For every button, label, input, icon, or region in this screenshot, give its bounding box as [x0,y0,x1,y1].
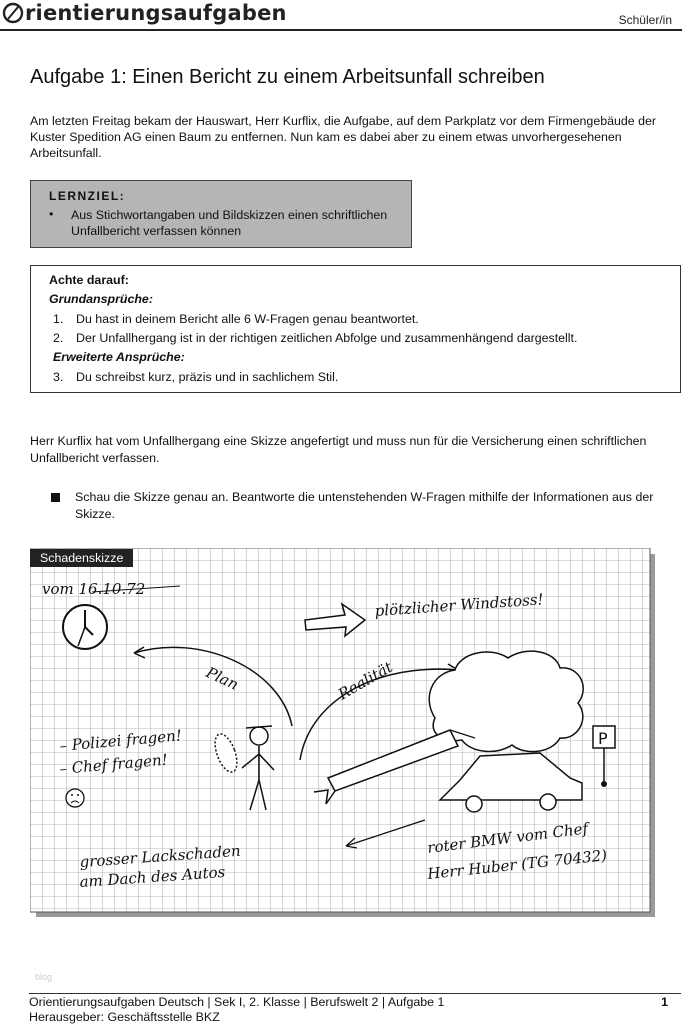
compass-logo-icon [2,2,24,24]
basic-requirements-title: Grundansprüche: [49,292,153,306]
sketch-intro-paragraph: Herr Kurflix hat vom Unfallhergang eine Skizze angefertigt und muss nun für die Versicherung einen schriftlichen Unfallbericht verfassen. [30,434,647,465]
criteria-number: 1. [53,312,64,326]
criteria-title: Achte darauf: [49,273,129,287]
criteria-item: Du schreibst kurz, präzis und in sachlichem Stil. [76,370,339,384]
note-police: – Polizei fragen! [58,726,183,755]
header-divider [0,29,682,31]
instruction-paragraph: Schau die Skizze genau an. Beantworte die untenstehenden W-Fragen mithilfe der Informationen aus der Skizze. [75,490,654,521]
clock-icon [63,605,107,649]
note-boss: – Chef fragen! [58,750,169,778]
note-damage-2: am Dach des Autos [79,862,226,891]
page-title: Aufgabe 1: Einen Bericht zu einem Arbeitsunfall schreiben [30,66,545,88]
faint-watermark: blog [35,972,53,982]
footer-course: Orientierungsaufgaben Deutsch | Sek I, 2. Klasse | Berufswelt 2 | Aufgabe 1 [29,995,445,1009]
learning-goal-text: Aus Stichwortangaben und Bildskizzen einen schriftlichen Unfallbericht verfassen können [71,208,388,238]
note-car-2: Herr Huber (TG 70432) [426,846,608,883]
note-wind: plötzlicher Windstoss! [374,590,545,620]
svg-text:P: P [598,729,608,748]
sketch-drawing [30,548,655,917]
criteria-item: Du hast in deinem Bericht alle 6 W-Fragen genau beantwortet. [76,312,419,326]
sketch-label: Schadenskizze [30,549,133,567]
note-damage-1: grosser Lackschaden [79,841,242,871]
extended-requirements-title: Erweiterte Ansprüche: [53,350,185,364]
criteria-number: 3. [53,370,64,384]
role-label: Schüler/in [618,13,672,27]
sad-face-icon [66,789,84,807]
note-date: vom 16.10.72 [42,580,146,598]
logo [2,0,287,26]
intro-paragraph: Am letzten Freitag bekam der Hauswart, Herr Kurflix, die Aufgabe, auf dem Parkplatz vor dem Firmengebäude der Kuster Spedition AG einen Baum zu entfernen. Nun kam es dabei aber zu einem etwas unvorhergesehenen Arbeitsunfall. [30,114,657,160]
bullet-icon: • [49,207,54,221]
criteria-box [30,265,681,393]
page-number: 1 [661,995,668,1009]
criteria-number: 2. [53,331,64,345]
criteria-item: Der Unfallhergang ist in der richtigen zeitlichen Abfolge und zusammenhängend dargestellt. [76,331,578,345]
note-reality: Realität [335,658,396,704]
note-car-1: roter BMW vom Chef [426,819,589,857]
damage-sketch [30,548,655,917]
logo-text: rientierungsaufgaben [25,1,287,25]
footer-publisher: Herausgeber: Geschäftsstelle BKZ [29,1010,220,1024]
note-plan: Plan [203,663,242,694]
learning-goal-box [30,180,412,248]
square-bullet-icon [51,493,60,502]
footer-divider [29,993,681,994]
learning-goal-title: LERNZIEL: [49,189,126,203]
